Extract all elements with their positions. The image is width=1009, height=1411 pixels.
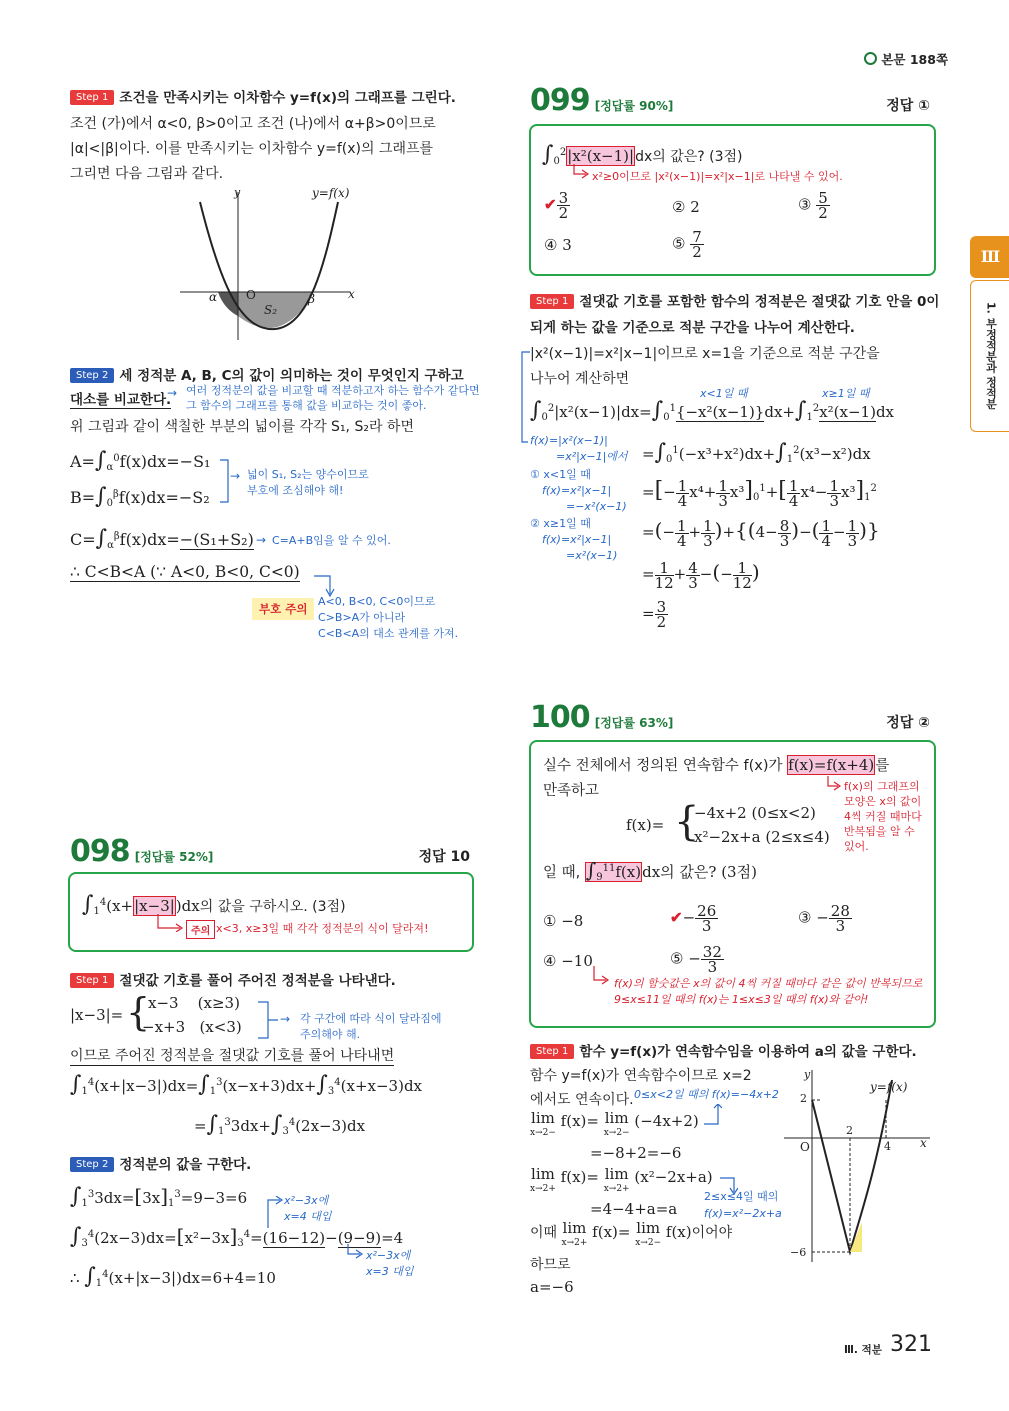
note: =x²(x−1) xyxy=(566,549,618,562)
note: x=3 대입 xyxy=(366,1265,414,1278)
choice-1[interactable]: ① −8 xyxy=(543,912,584,930)
step-tag: Step 1 xyxy=(530,294,574,309)
body-line: 위 그림과 같이 색칠한 부분의 넓이를 각각 S₁, S₂라 하면 xyxy=(70,419,414,435)
note: =−x²(x−1) xyxy=(566,500,627,513)
question-number: 100 xyxy=(530,700,590,735)
body-line: 나누어 계산하면 xyxy=(530,371,630,387)
step-title: 정적분의 값을 구한다. xyxy=(119,1157,252,1173)
graph-x: x xyxy=(920,1136,927,1150)
note: x=4 대입 xyxy=(284,1210,332,1223)
graph-beta: β xyxy=(308,292,315,306)
q099-eq1: $\int_0^2|x^2(x-1)|dx=\int_0^1\{-x^2(x-1)\}dx+\int_1^2x^2(x-1)dx$ xyxy=(530,398,895,423)
parabola-graph xyxy=(180,182,380,342)
q099-question: $\int_0^2|x^2(x-1)|dx$의 값은? (3점) xyxy=(542,142,743,167)
caution-badge: 부호 주의 xyxy=(252,598,314,620)
note: 부호에 조심해야 해! xyxy=(247,484,344,497)
step-tag: Step 1 xyxy=(70,90,114,105)
choice-3[interactable]: ③ − $\frac{28}{3}$ xyxy=(798,902,850,935)
note: C>B>A가 아니라 xyxy=(318,611,406,624)
note: ② x≥1일 때 xyxy=(530,517,591,530)
note: C<B<A의 대소 관계를 가져. xyxy=(318,627,459,640)
note: 모양은 x의 값이 xyxy=(844,795,922,808)
graph-y: y xyxy=(804,1068,811,1081)
step-title: 절댓값 기호를 풀어 주어진 정적분을 나타낸다. xyxy=(119,973,396,989)
choice-4[interactable]: ④ 3 xyxy=(544,236,572,254)
graph-two-x: 2 xyxy=(846,1124,853,1137)
q098-eq4: $\int_3^4(2x-3)dx=[x^2-3x]_3^4=(16-12)-(9-9)=4$ xyxy=(70,1224,404,1249)
body-line: 조건 (가)에서 α<0, β>0이고 조건 (나)에서 α+β>0이므로 xyxy=(70,116,436,132)
q099-eq5: = $\frac{1}{12}$ + $\frac{4}{3}$ −(− $\frac{1}{12}$ ) xyxy=(642,558,760,592)
graph-y-label: y xyxy=(234,186,241,199)
limit-left: lim x→2− f(x)= lim x→2− (−4x+2) xyxy=(530,1109,699,1138)
note: 주의해야 해. xyxy=(300,1028,361,1041)
page-reference: 본문 188쪽 xyxy=(864,50,948,68)
accuracy-rate: [정답률 63%] xyxy=(594,716,674,730)
note: 4씩 커질 때마다 xyxy=(844,810,922,823)
note: f(x)의 그래프의 xyxy=(844,780,920,793)
note: f(x)의 함숫값은 x의 값이 4씩 커질 때마다 같은 값이 반복되므로 xyxy=(614,977,923,990)
q098-eq2: $=\int_1^33dx+\int_3^4(2x-3)dx$ xyxy=(194,1112,366,1137)
eq-c: $C=\int_\alpha^\beta f(x)dx=-(S_1+S_2)$ xyxy=(70,526,254,551)
note: 2≤x≤4일 때의 xyxy=(704,1190,779,1203)
note-arrow xyxy=(592,966,612,986)
note-arrow xyxy=(156,914,186,932)
step-tag: Step 2 xyxy=(70,1157,114,1172)
choice-3[interactable]: ③ $\frac{5}{2}$ xyxy=(798,189,828,222)
step-title-cont: 되게 하는 값을 기준으로 적분 구간을 나누어 계산한다. xyxy=(530,320,855,336)
body-line: 에서도 연속이다. xyxy=(530,1092,634,1108)
question-number: 099 xyxy=(530,83,590,118)
step-tag: Step 2 xyxy=(70,368,114,383)
arrow-right-icon: → xyxy=(230,469,241,483)
note-arrow xyxy=(346,1244,364,1260)
q099-header xyxy=(530,83,930,118)
limit-right: lim x→2+ f(x)= lim x→2+ (x²−2x+a) xyxy=(530,1165,713,1194)
answer: 정답 ② xyxy=(886,715,930,731)
step-title: 세 정적분 A, B, C의 값이 의미하는 것이 무엇인지 구하고 xyxy=(119,368,464,384)
chapter-tab xyxy=(970,236,1009,278)
chapter-tab-roman: Ⅲ xyxy=(980,247,1001,266)
limit-right-val: =4−4+a=a xyxy=(590,1200,678,1218)
q098-step2-heading xyxy=(70,1153,251,1173)
note: 0≤x<2일 때의 f(x)=−4x+2 xyxy=(634,1088,779,1101)
q098-eq5: ∴ $\int_1^4(x+|x-3|)dx=6+4=10$ xyxy=(70,1264,276,1289)
body-line: 하므로 xyxy=(530,1257,571,1273)
step1-heading xyxy=(70,86,456,106)
q098-header xyxy=(70,834,470,869)
accuracy-rate: [정답률 90%] xyxy=(594,99,674,113)
graph-curve-label: y=f(x) xyxy=(312,186,350,200)
note: f(x)=x²|x−1| xyxy=(542,484,612,497)
note: =x²|x−1|에서 xyxy=(556,450,628,463)
graph-s2: S₂ xyxy=(264,303,278,317)
arrow-right-icon: → xyxy=(167,386,178,400)
note-arrow xyxy=(702,1104,722,1128)
q100-line3: 일 때, $\int_9^{11}f(x)dx$의 값은? (3점) xyxy=(543,858,757,883)
result: a=−6 xyxy=(530,1278,574,1296)
check-mark-icon: ✔ xyxy=(544,195,557,214)
function-curve xyxy=(812,1080,892,1252)
graph-four: 4 xyxy=(884,1140,891,1153)
step-title: 조건을 만족시키는 이차함수 y=f(x)의 그래프를 그린다. xyxy=(119,90,456,106)
note: x²≥0이므로 |x²(x−1)|=x²|x−1|로 나타낼 수 있어. xyxy=(592,170,843,183)
arrow-right-icon: → xyxy=(280,1012,291,1026)
note: 반복됨을 알 수 xyxy=(844,825,915,838)
note: ① x<1일 때 xyxy=(530,468,591,481)
note: x≥1일 때 xyxy=(822,387,870,400)
answer: 정답 10 xyxy=(418,849,470,865)
q100-step1-heading xyxy=(530,1040,917,1060)
eq-a: $A=\int_\alpha^0f(x)dx=-S_1$ xyxy=(70,448,211,473)
shaded-region xyxy=(850,1222,862,1252)
caution-badge: 주의 xyxy=(186,920,215,939)
q098-question: $\int_1^4(x+|x-3|)dx$의 값을 구하시오. (3점) xyxy=(82,892,346,917)
note: 있어. xyxy=(844,840,869,853)
step-title: 함수 y=f(x)가 연속함수임을 이용하여 a의 값을 구한다. xyxy=(579,1044,917,1060)
note: x²−3x에 xyxy=(284,1194,329,1207)
q099-eq3: =[− $\frac{1}{4}$ x⁴+ $\frac{1}{3}$ $x^3]_0^1+$[ $\frac{1}{4}$ x⁴− $\frac{1}{3}$ $x^3]_1^2$ xyxy=(642,476,877,510)
answer: 정답 ① xyxy=(886,98,930,114)
body-line: 그리면 다음 그림과 같다. xyxy=(70,166,224,182)
choice-4[interactable]: ④ −10 xyxy=(543,952,593,970)
step2-heading xyxy=(70,364,464,384)
graph-two-y: 2 xyxy=(800,1092,807,1105)
q098-eq3: $\int_1^33dx=[3x]_1^3=9-3=6$ xyxy=(70,1184,248,1209)
q100-line1: 실수 전체에서 정의된 연속함수 f(x)가 f(x)=f(x+4)를 xyxy=(543,756,890,774)
choice-1[interactable]: ✔ $\frac{3}{2}$ xyxy=(544,189,569,222)
section-tab-label: 1. 부정적분과 정적분 xyxy=(984,302,998,410)
body-line: 만족하고 xyxy=(543,783,600,799)
note: 9≤x≤11일 때의 f(x)는 1≤x≤3일 때의 f(x)와 같아! xyxy=(614,993,869,1006)
graph-origin: O xyxy=(246,288,256,302)
body-line: |α|<|β|이다. 이를 만족시키는 이차함수 y=f(x)의 그래프를 xyxy=(70,141,434,157)
choice-2[interactable]: ✔− $\frac{26}{3}$ xyxy=(670,902,717,935)
q100-header xyxy=(530,700,930,735)
note-arrow xyxy=(266,1196,284,1230)
accuracy-rate: [정답률 52%] xyxy=(134,850,214,864)
step-title: 절댓값 기호를 포함한 함수의 정적분은 절댓값 기호 안을 0이 xyxy=(579,294,940,310)
note: x<3, x≥3일 때 각각 정적분의 식이 달라져! xyxy=(216,922,429,935)
note-arrow xyxy=(572,164,592,180)
graph-alpha: α xyxy=(209,290,218,304)
section-tab xyxy=(970,280,1009,432)
q099-eq2: $=\int_0^1(-x^3+x^2)dx+\int_1^2(x^3-x^2)dx$ xyxy=(642,440,871,465)
check-mark-icon: ✔ xyxy=(670,908,683,927)
question-number: 098 xyxy=(70,834,130,869)
note: C=A+B임을 알 수 있어. xyxy=(272,534,391,547)
note: f(x)=x²−2x+a xyxy=(704,1207,782,1220)
note: f(x)=x²|x−1| xyxy=(542,533,612,546)
arrow-right-icon: → xyxy=(256,533,267,547)
step-title-cont: 대소를 비교한다. xyxy=(70,388,171,409)
step-tag: Step 1 xyxy=(530,1044,574,1059)
limit-equal: 이때 lim x→2+ f(x)= lim x→2− f(x)이어야 xyxy=(530,1219,733,1248)
note: 여러 정적분의 값을 비교할 때 적분하고자 하는 함수가 같다면 xyxy=(186,384,480,397)
graph-origin: O xyxy=(800,1140,810,1154)
footer-chapter: Ⅲ. 적분 xyxy=(844,1344,882,1356)
q099-eq6: = $\frac{3}{2}$ xyxy=(642,598,667,631)
note: 그 함수의 그래프를 통해 값을 비교하는 것이 좋아. xyxy=(186,399,427,412)
limit-left-val: =−8+2=−6 xyxy=(590,1144,682,1162)
q098-step1-heading xyxy=(70,969,396,989)
q099-step1-heading xyxy=(530,290,939,310)
body-line: |x²(x−1)|=x²|x−1|이므로 x=1을 기준으로 적분 구간을 xyxy=(530,346,880,362)
graph-neg6: −6 xyxy=(790,1246,807,1259)
note: 넓이 S₁, S₂는 양수이므로 xyxy=(247,468,369,481)
choice-5[interactable]: ⑤ − $\frac{32}{3}$ xyxy=(670,943,722,976)
body-line: 함수 y=f(x)가 연속함수이므로 x=2 xyxy=(530,1068,752,1084)
graph-x-label: x xyxy=(348,287,355,301)
q098-eq1: $\int_1^4(x+|x-3|)dx=\int_1^3(x-x+3)dx+\int_3^4(x+x-3)dx$ xyxy=(70,1072,423,1097)
note: x<1일 때 xyxy=(700,387,748,400)
note: x²−3x에 xyxy=(366,1249,411,1262)
conclusion: ∴ C<B<A (∵ A<0, B<0, C<0) xyxy=(70,563,300,581)
body-line: 이므로 주어진 정적분을 절댓값 기호를 풀어 나타내면 xyxy=(70,1045,394,1066)
note-arrow xyxy=(826,776,844,792)
note: A<0, B<0, C<0이므로 xyxy=(318,595,436,608)
choice-5[interactable]: ⑤ $\frac{7}{2}$ xyxy=(672,228,702,261)
q099-eq4: =(− $\frac{1}{4}$ + $\frac{1}{3}$ )+{(4− $\frac{8}{3}$ )−( $\frac{1}{4}$ − $\frac{1}{3}$ )} xyxy=(642,516,880,550)
note: 각 구간에 따라 식이 달라짐에 xyxy=(300,1012,442,1025)
eq-b: $B=\int_0^\beta f(x)dx=-S_2$ xyxy=(70,484,210,509)
step-tag: Step 1 xyxy=(70,973,114,988)
page-number: 321 xyxy=(890,1332,932,1357)
circle-bullet-icon xyxy=(864,52,877,65)
graph-label: y=f(x) xyxy=(870,1080,908,1094)
note: f(x)=|x²(x−1)| xyxy=(530,434,608,447)
choice-2[interactable]: ② 2 xyxy=(672,198,700,216)
